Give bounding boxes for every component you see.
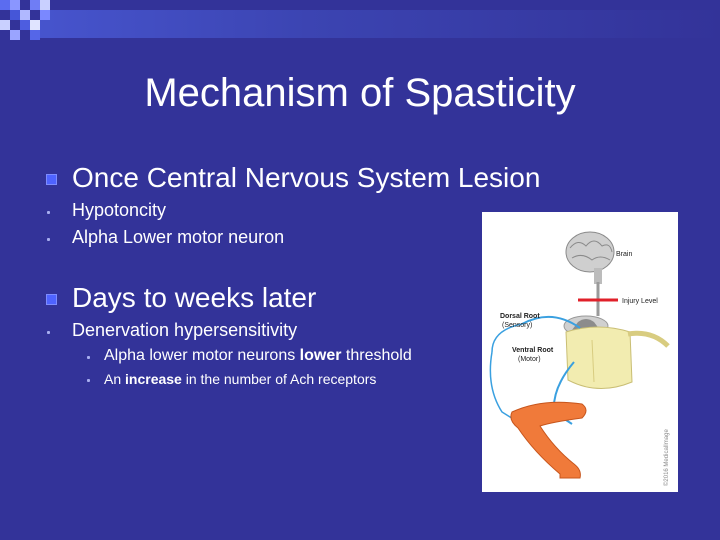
dorsal-root-label: Dorsal Root — [500, 313, 540, 320]
deco-square — [0, 20, 10, 30]
deco-square — [10, 30, 20, 40]
bullet-dot-icon — [87, 379, 90, 382]
text-run: in the number of Ach receptors — [181, 371, 377, 387]
bullet-dot-icon — [87, 356, 90, 359]
sub-bullet-text: Hypotoncity — [72, 200, 167, 220]
text-run-bold: increase — [125, 371, 182, 387]
deco-square — [20, 10, 30, 20]
text-run: threshold — [341, 347, 412, 364]
header-decoration — [0, 0, 720, 50]
sub-bullet-text: Alpha Lower motor neuron — [72, 227, 285, 247]
deco-square — [30, 0, 40, 10]
bullet-square-icon — [46, 174, 57, 185]
bullet-square-icon — [46, 294, 57, 305]
ventral-root-sub: (Motor) — [518, 356, 541, 363]
sub-sub-bullet-text — [104, 370, 376, 388]
text-run: Alpha lower motor neurons — [104, 347, 300, 364]
sub-sub-bullet-text — [104, 346, 412, 366]
bullet-dot-icon — [47, 211, 50, 214]
text-run-bold: lower — [299, 347, 342, 364]
text-run: An — [104, 371, 126, 387]
deco-square — [30, 20, 40, 30]
header-band — [40, 10, 720, 38]
bullet-dot-icon — [47, 238, 50, 241]
injury-label: Injury Level — [622, 298, 658, 305]
deco-square — [40, 0, 50, 10]
slide-title: Mechanism of Spasticity — [144, 71, 576, 115]
deco-square — [20, 20, 30, 30]
watermark-text: ©2016 MedicalImage — [664, 429, 670, 486]
brain-label: Brain — [616, 251, 633, 258]
bullet-text: Days to weeks later — [72, 282, 317, 313]
deco-square — [30, 30, 40, 40]
sub-bullet-text: Denervation hypersensitivity — [72, 320, 298, 340]
deco-square — [10, 10, 20, 20]
bullet-text: Once Central Nervous System Lesion — [72, 162, 541, 193]
deco-square — [0, 0, 10, 10]
deco-square — [40, 10, 50, 20]
bullet-dot-icon — [47, 331, 50, 334]
ventral-root-label: Ventral Root — [512, 347, 554, 354]
leg-illustration — [511, 402, 586, 478]
spasticity-diagram — [482, 212, 678, 492]
brain-illustration — [566, 232, 614, 284]
deco-square — [10, 0, 20, 10]
dorsal-root-sub: (Sensory) — [502, 322, 533, 329]
